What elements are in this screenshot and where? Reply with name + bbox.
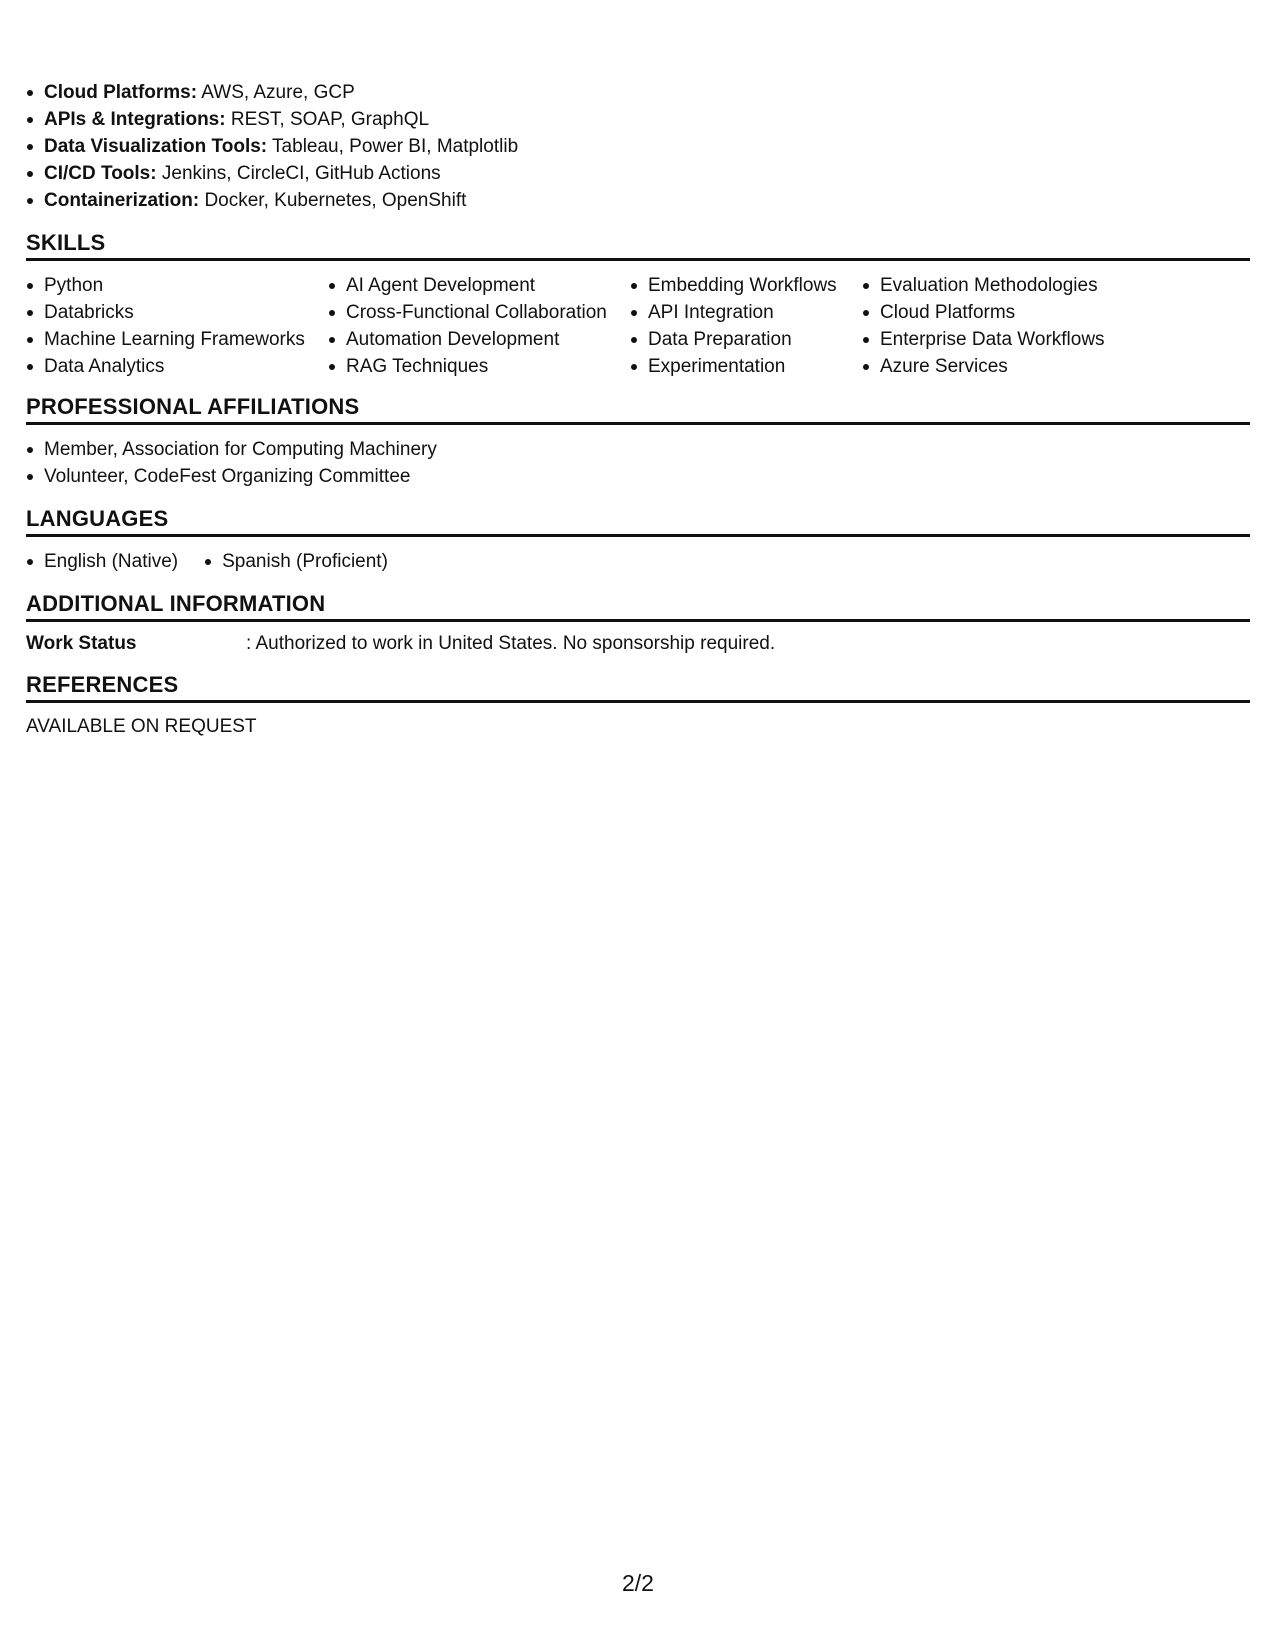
skill-item: Enterprise Data Workflows bbox=[862, 326, 1250, 353]
work-status-value: : Authorized to work in United States. No sponsorship required. bbox=[246, 633, 776, 654]
skill-item: Cloud Platforms bbox=[862, 299, 1250, 326]
languages-heading: LANGUAGES bbox=[26, 504, 1250, 537]
languages-list bbox=[26, 548, 414, 575]
language-item: English (Native) bbox=[26, 548, 178, 575]
skills-column bbox=[630, 272, 862, 380]
work-status-row bbox=[26, 630, 1250, 657]
skill-item: Cross-Functional Collaboration bbox=[328, 299, 630, 326]
skill-item: Evaluation Methodologies bbox=[862, 272, 1250, 299]
skill-item: Embedding Workflows bbox=[630, 272, 862, 299]
tool-label: Cloud Platforms: bbox=[44, 82, 198, 103]
tool-label: CI/CD Tools: bbox=[44, 163, 157, 184]
skills-grid bbox=[26, 272, 1250, 380]
tool-value: Tableau, Power BI, Matplotlib bbox=[267, 136, 519, 157]
list-item: Volunteer, CodeFest Organizing Committee bbox=[26, 463, 437, 490]
skill-item: Databricks bbox=[26, 299, 328, 326]
tool-value: REST, SOAP, GraphQL bbox=[225, 109, 430, 130]
tool-value: Docker, Kubernetes, OpenShift bbox=[199, 190, 467, 211]
page-number: 2/2 bbox=[622, 1570, 654, 1596]
tool-label: Data Visualization Tools: bbox=[44, 136, 268, 157]
tools-list bbox=[26, 79, 518, 214]
list-item bbox=[26, 79, 518, 106]
skills-column bbox=[328, 272, 630, 380]
skills-column bbox=[26, 272, 328, 380]
skill-item: Azure Services bbox=[862, 353, 1250, 380]
tool-value: Jenkins, CircleCI, GitHub Actions bbox=[156, 163, 441, 184]
resume-page bbox=[26, 0, 1250, 1650]
skills-heading: SKILLS bbox=[26, 228, 1250, 261]
list-item bbox=[26, 187, 518, 214]
skills-column bbox=[862, 272, 1250, 380]
list-item bbox=[26, 106, 518, 133]
tool-label: Containerization: bbox=[44, 190, 200, 211]
affiliations-list bbox=[26, 436, 437, 490]
skill-item: Data Analytics bbox=[26, 353, 328, 380]
skill-item: Experimentation bbox=[630, 353, 862, 380]
skill-item: Automation Development bbox=[328, 326, 630, 353]
work-status-label: Work Status bbox=[26, 633, 137, 654]
skill-item: Machine Learning Frameworks bbox=[26, 326, 328, 353]
tool-value: AWS, Azure, GCP bbox=[197, 82, 355, 103]
affiliations-heading: PROFESSIONAL AFFILIATIONS bbox=[26, 392, 1250, 425]
skill-item: Data Preparation bbox=[630, 326, 862, 353]
additional-info-heading: ADDITIONAL INFORMATION bbox=[26, 589, 1250, 622]
language-item: Spanish (Proficient) bbox=[204, 548, 388, 575]
skill-item: AI Agent Development bbox=[328, 272, 630, 299]
list-item bbox=[26, 160, 518, 187]
list-item: Member, Association for Computing Machinery bbox=[26, 436, 437, 463]
references-heading: REFERENCES bbox=[26, 670, 1250, 703]
skill-item: Python bbox=[26, 272, 328, 299]
skill-item: API Integration bbox=[630, 299, 862, 326]
references-text: AVAILABLE ON REQUEST bbox=[26, 716, 257, 737]
tool-label: APIs & Integrations: bbox=[44, 109, 226, 130]
skill-item: RAG Techniques bbox=[328, 353, 630, 380]
list-item bbox=[26, 133, 518, 160]
